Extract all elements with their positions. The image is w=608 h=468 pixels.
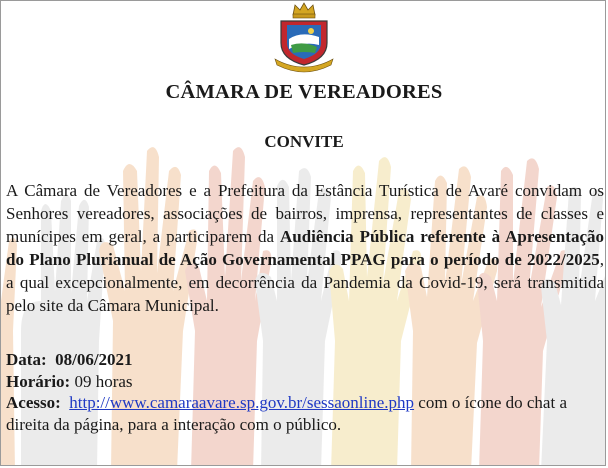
access-instructions: com o ícone do chat a direita da página, para a interação com o público. <box>6 393 567 434</box>
event-details <box>6 349 604 435</box>
avare-coat-of-arms-icon <box>271 1 337 73</box>
access-label: Acesso: <box>6 393 61 412</box>
time-value: 09 horas <box>74 371 133 391</box>
date-value: 08/06/2021 <box>55 350 133 369</box>
date-row <box>6 349 604 371</box>
time-label: Horário: <box>6 371 71 391</box>
paragraph-intro: A Câmara de Vereadores e a Prefeitura da Estância Turística de Avaré convidam os Senhores vereadores, associações de bairros, imprensa, representantes de classes e munícipes em geral, a participarem da <box>6 181 604 246</box>
invitation-paragraph <box>6 179 604 317</box>
date-label: Data: <box>6 350 47 369</box>
access-row <box>6 392 604 435</box>
session-online-link[interactable]: http://www.camaraavare.sp.gov.br/sessaonline.php <box>69 393 415 412</box>
paragraph-outro: , a qual excepcionalmente, em decorrência da Pandemia da Covid-19, será transmitida pelo site da Câmara Municipal. <box>6 250 604 315</box>
time-row <box>6 371 604 393</box>
hearing-subject: Audiência Pública referente à Apresentação do Plano Plurianual de Ação Governamental PPAG para o período de 2022/2025 <box>6 227 604 269</box>
invitation-heading: CONVITE <box>264 132 344 151</box>
page-title: CÂMARA DE VEREADORES <box>165 81 443 103</box>
